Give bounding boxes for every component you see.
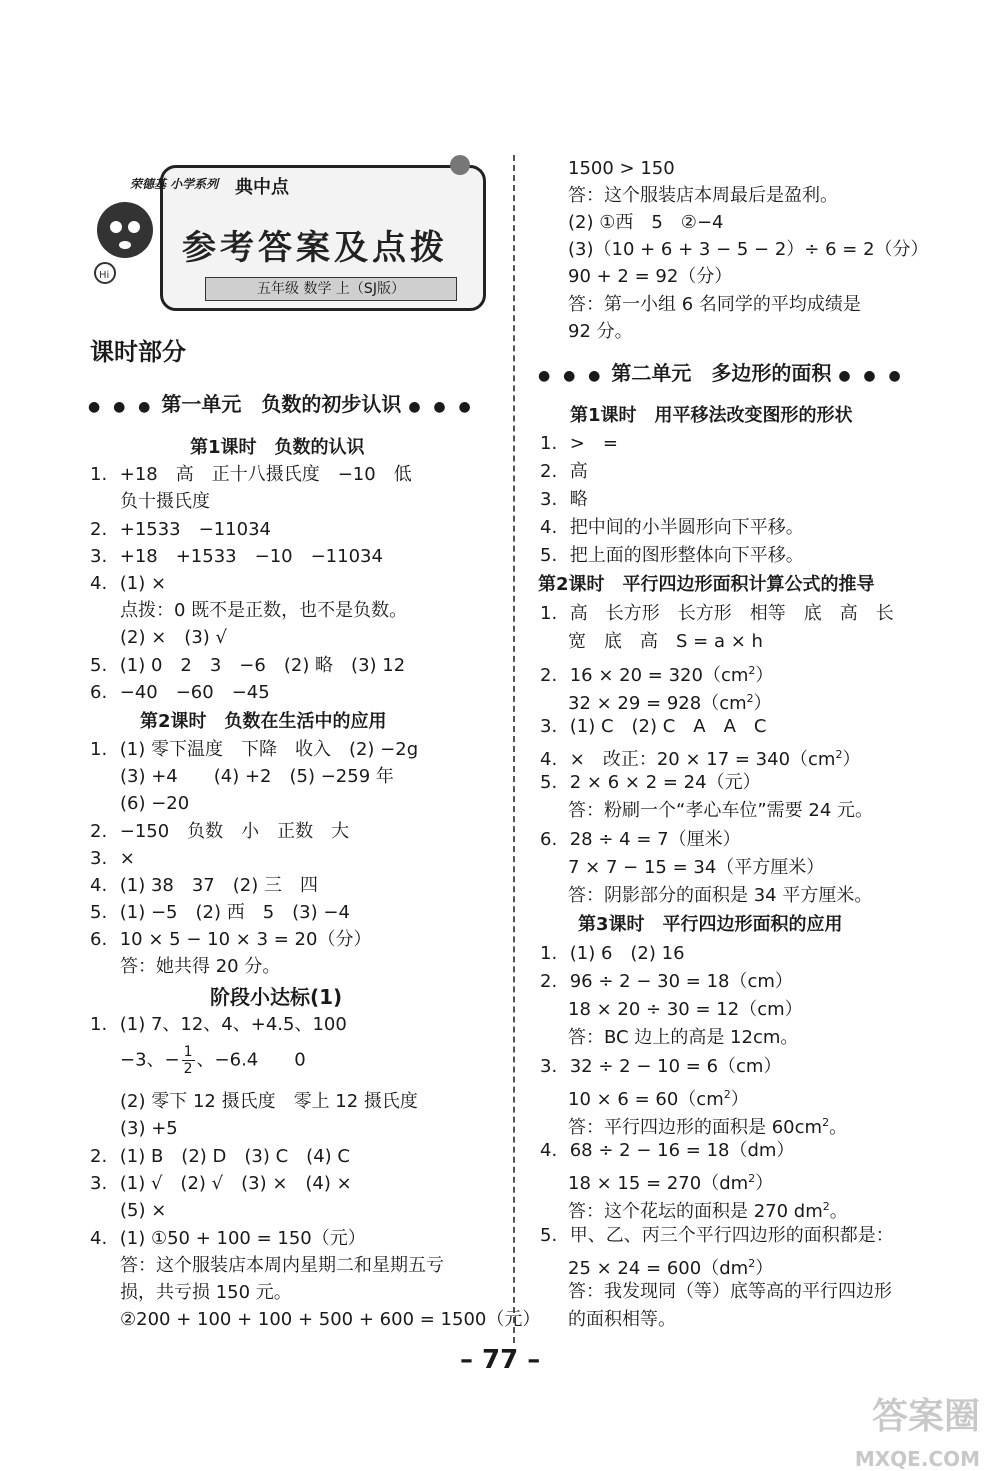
column-divider <box>513 155 515 1343</box>
answer-line: (3)（10 + 6 + 3 − 5 − 2）÷ 6 = 2（分） <box>568 239 929 260</box>
answer-line: 3. 32 ÷ 2 − 10 = 6（cm） <box>540 1056 782 1077</box>
answer-line: 答：她共得 20 分。 <box>120 956 281 977</box>
answer-line: 92 分。 <box>568 321 633 342</box>
answer-line: 答：平行四边形的面积是 $60cm^2$。 <box>568 1116 848 1138</box>
answer-line: (3) +4 (4) +2 (5) −259 年 <box>120 766 394 787</box>
bullet-dots-icon: ● ● ● <box>408 399 475 415</box>
answer-line: 18 × 20 ÷ 30 = 12（cm） <box>568 999 803 1020</box>
answer-line: 90 + 2 = 92（分） <box>568 266 733 287</box>
section-title: 课时部分 <box>90 338 186 366</box>
answer-line: 3. (1) C (2) C A A C <box>540 716 767 737</box>
answer-line: 1500 > 150 <box>568 158 675 179</box>
watermark-url: MXQE.COM <box>854 1447 980 1471</box>
answer-line: 6. 10 × 5 − 10 × 3 = 20（分） <box>90 929 372 950</box>
answer-line: 答：粉刷一个“孝心车位”需要 24 元。 <box>568 800 873 821</box>
unit-heading: ● ● ● 第一单元 负数的初步认识 ● ● ● <box>88 392 475 416</box>
unit-heading: ● ● ● 第二单元 多边形的面积 ● ● ● <box>538 361 905 385</box>
mascot-icon <box>90 195 160 285</box>
answer-line: 损，共亏损 150 元。 <box>120 1282 292 1303</box>
lesson-heading: 第1课时 负数的认识 <box>190 437 365 458</box>
hint-line: 点拨：0 既不是正数，也不是负数。 <box>120 600 408 621</box>
answer-line: 答：这个花坛的面积是 270 $dm^2$。 <box>568 1200 848 1222</box>
stage-heading: 阶段小达标(1) <box>210 985 343 1009</box>
answer-line: 5. 甲、乙、丙三个平行四边形的面积都是： <box>540 1225 894 1246</box>
answer-line: $25 \times 24 = 600(dm^2)$ <box>568 1257 774 1279</box>
answer-line: (3) +5 <box>120 1118 178 1139</box>
bullet-dots-icon: ● ● ● <box>88 399 155 415</box>
answer-line: 4. × 改正：$20 \times 17 = 340(cm^2)$ <box>540 748 861 770</box>
fraction: $\frac{1}{2}$ <box>183 1044 193 1077</box>
bullet-dots-icon: ● ● ● <box>538 368 605 384</box>
answer-line: 负十摄氏度 <box>120 491 210 512</box>
answer-line: 5. 2 × 6 × 2 = 24（元） <box>540 772 761 793</box>
answer-line: 3. 略 <box>540 489 588 510</box>
answer-line: 4. 68 ÷ 2 − 16 = 18（dm） <box>540 1140 795 1161</box>
answer-line: 2. 96 ÷ 2 − 30 = 18（cm） <box>540 971 793 992</box>
lesson-heading: 第3课时 平行四边形面积的应用 <box>578 914 843 935</box>
answer-line: 5. (1) 0 2 3 −6 (2) 略 (3) 12 <box>90 655 406 676</box>
answer-line: 2. +1533 −11034 <box>90 519 271 540</box>
answer-line: (5) × <box>120 1200 167 1221</box>
answer-line: $10 \times 6 = 60(cm^2)$ <box>568 1088 749 1110</box>
answer-line: 5. (1) −5 (2) 西 5 (3) −4 <box>90 902 350 923</box>
lesson-heading: 第1课时 用平移法改变图形的形状 <box>570 405 853 426</box>
answer-line: 答：这个服装店本周内星期二和星期五亏 <box>120 1255 444 1276</box>
pushpin-icon <box>450 155 470 175</box>
answer-line: 答：我发现同（等）底等高的平行四边形 <box>568 1281 892 1302</box>
banner-title: 参考答案及点拨 <box>182 228 448 268</box>
answer-line: 2. 高 <box>540 461 588 482</box>
bullet-dots-icon: ● ● ● <box>838 368 905 384</box>
answer-line: 2. −150 负数 小 正数 大 <box>90 821 350 842</box>
svg-text:Hi: Hi <box>99 270 110 281</box>
answer-line: 1. (1) 零下温度 下降 收入 (2) −2g <box>90 739 419 760</box>
answer-line: 的面积相等。 <box>568 1309 676 1330</box>
answer-line: ②200 + 100 + 100 + 500 + 600 = 1500（元） <box>120 1309 541 1330</box>
answer-line: 答：BC 边上的高是 12cm。 <box>568 1027 799 1048</box>
answer-line: 1. (1) 7、12、4、+4.5、100 <box>90 1014 347 1035</box>
answer-line: 4. (1) ①50 + 100 = 150（元） <box>90 1228 366 1249</box>
watermark-logo: 答案圈 <box>871 1396 980 1437</box>
answer-line: 4. (1) × <box>90 573 167 594</box>
answer-line: 1. (1) 6 (2) 16 <box>540 943 685 964</box>
answer-line: 7 × 7 − 15 = 34（平方厘米） <box>568 857 825 878</box>
answer-line: 3. +18 +1533 −10 −11034 <box>90 546 383 567</box>
answer-line: $32 \times 29 = 928(cm^2)$ <box>568 692 772 714</box>
answer-line: 3. × <box>90 848 135 869</box>
answer-line: (2) ①西 5 ②−4 <box>568 212 724 233</box>
answer-line: 1. > = <box>540 433 618 454</box>
answer-line: (2) 零下 12 摄氏度 零上 12 摄氏度 <box>120 1091 418 1112</box>
answer-line: 2. $16 \times 20 = 320(cm^2)$ <box>540 664 774 686</box>
answer-line: 1. +18 高 正十八摄氏度 −10 低 <box>90 464 412 485</box>
answer-line: $18 \times 15 = 270(dm^2)$ <box>568 1172 774 1194</box>
answer-line: 答：第一小组 6 名同学的平均成绩是 <box>568 294 861 315</box>
answer-line: 1. 高 长方形 长方形 相等 底 高 长 <box>540 603 894 624</box>
answer-line: (2) × (3) √ <box>120 627 227 648</box>
lesson-heading: 第2课时 负数在生活中的应用 <box>140 711 387 732</box>
answer-line: 4. 把中间的小半圆形向下平移。 <box>540 517 804 538</box>
answer-line: 5. 把上面的图形整体向下平移。 <box>540 545 804 566</box>
answer-line: (6) −20 <box>120 793 190 814</box>
answer-line: 答：这个服装店本周最后是盈利。 <box>568 185 838 206</box>
lesson-heading: 第2课时 平行四边形面积计算公式的推导 <box>538 574 875 595</box>
answer-line: 4. (1) 38 37 (2) 三 四 <box>90 875 318 896</box>
answer-line: 6. −40 −60 −45 <box>90 682 270 703</box>
header-banner <box>90 155 490 315</box>
brand-label: 典中点 <box>235 177 289 198</box>
answer-line: 3. (1) √ (2) √ (3) × (4) × <box>90 1173 352 1194</box>
answer-line: 宽 底 高 S = a × h <box>568 631 763 652</box>
page-number: – 77 – <box>460 1345 541 1375</box>
answer-line: 答：阴影部分的面积是 34 平方厘米。 <box>568 885 873 906</box>
answer-line: 2. (1) B (2) D (3) C (4) C <box>90 1146 350 1167</box>
answer-line: −3、− $\frac{1}{2}$ 、−6.4 0 <box>120 1044 306 1077</box>
series-label: 荣德基 小学系列 <box>130 177 219 191</box>
answer-line: 6. 28 ÷ 4 = 7（厘米） <box>540 829 741 850</box>
banner-subtitle: 五年级 数学 上（SJ版） <box>205 277 457 301</box>
